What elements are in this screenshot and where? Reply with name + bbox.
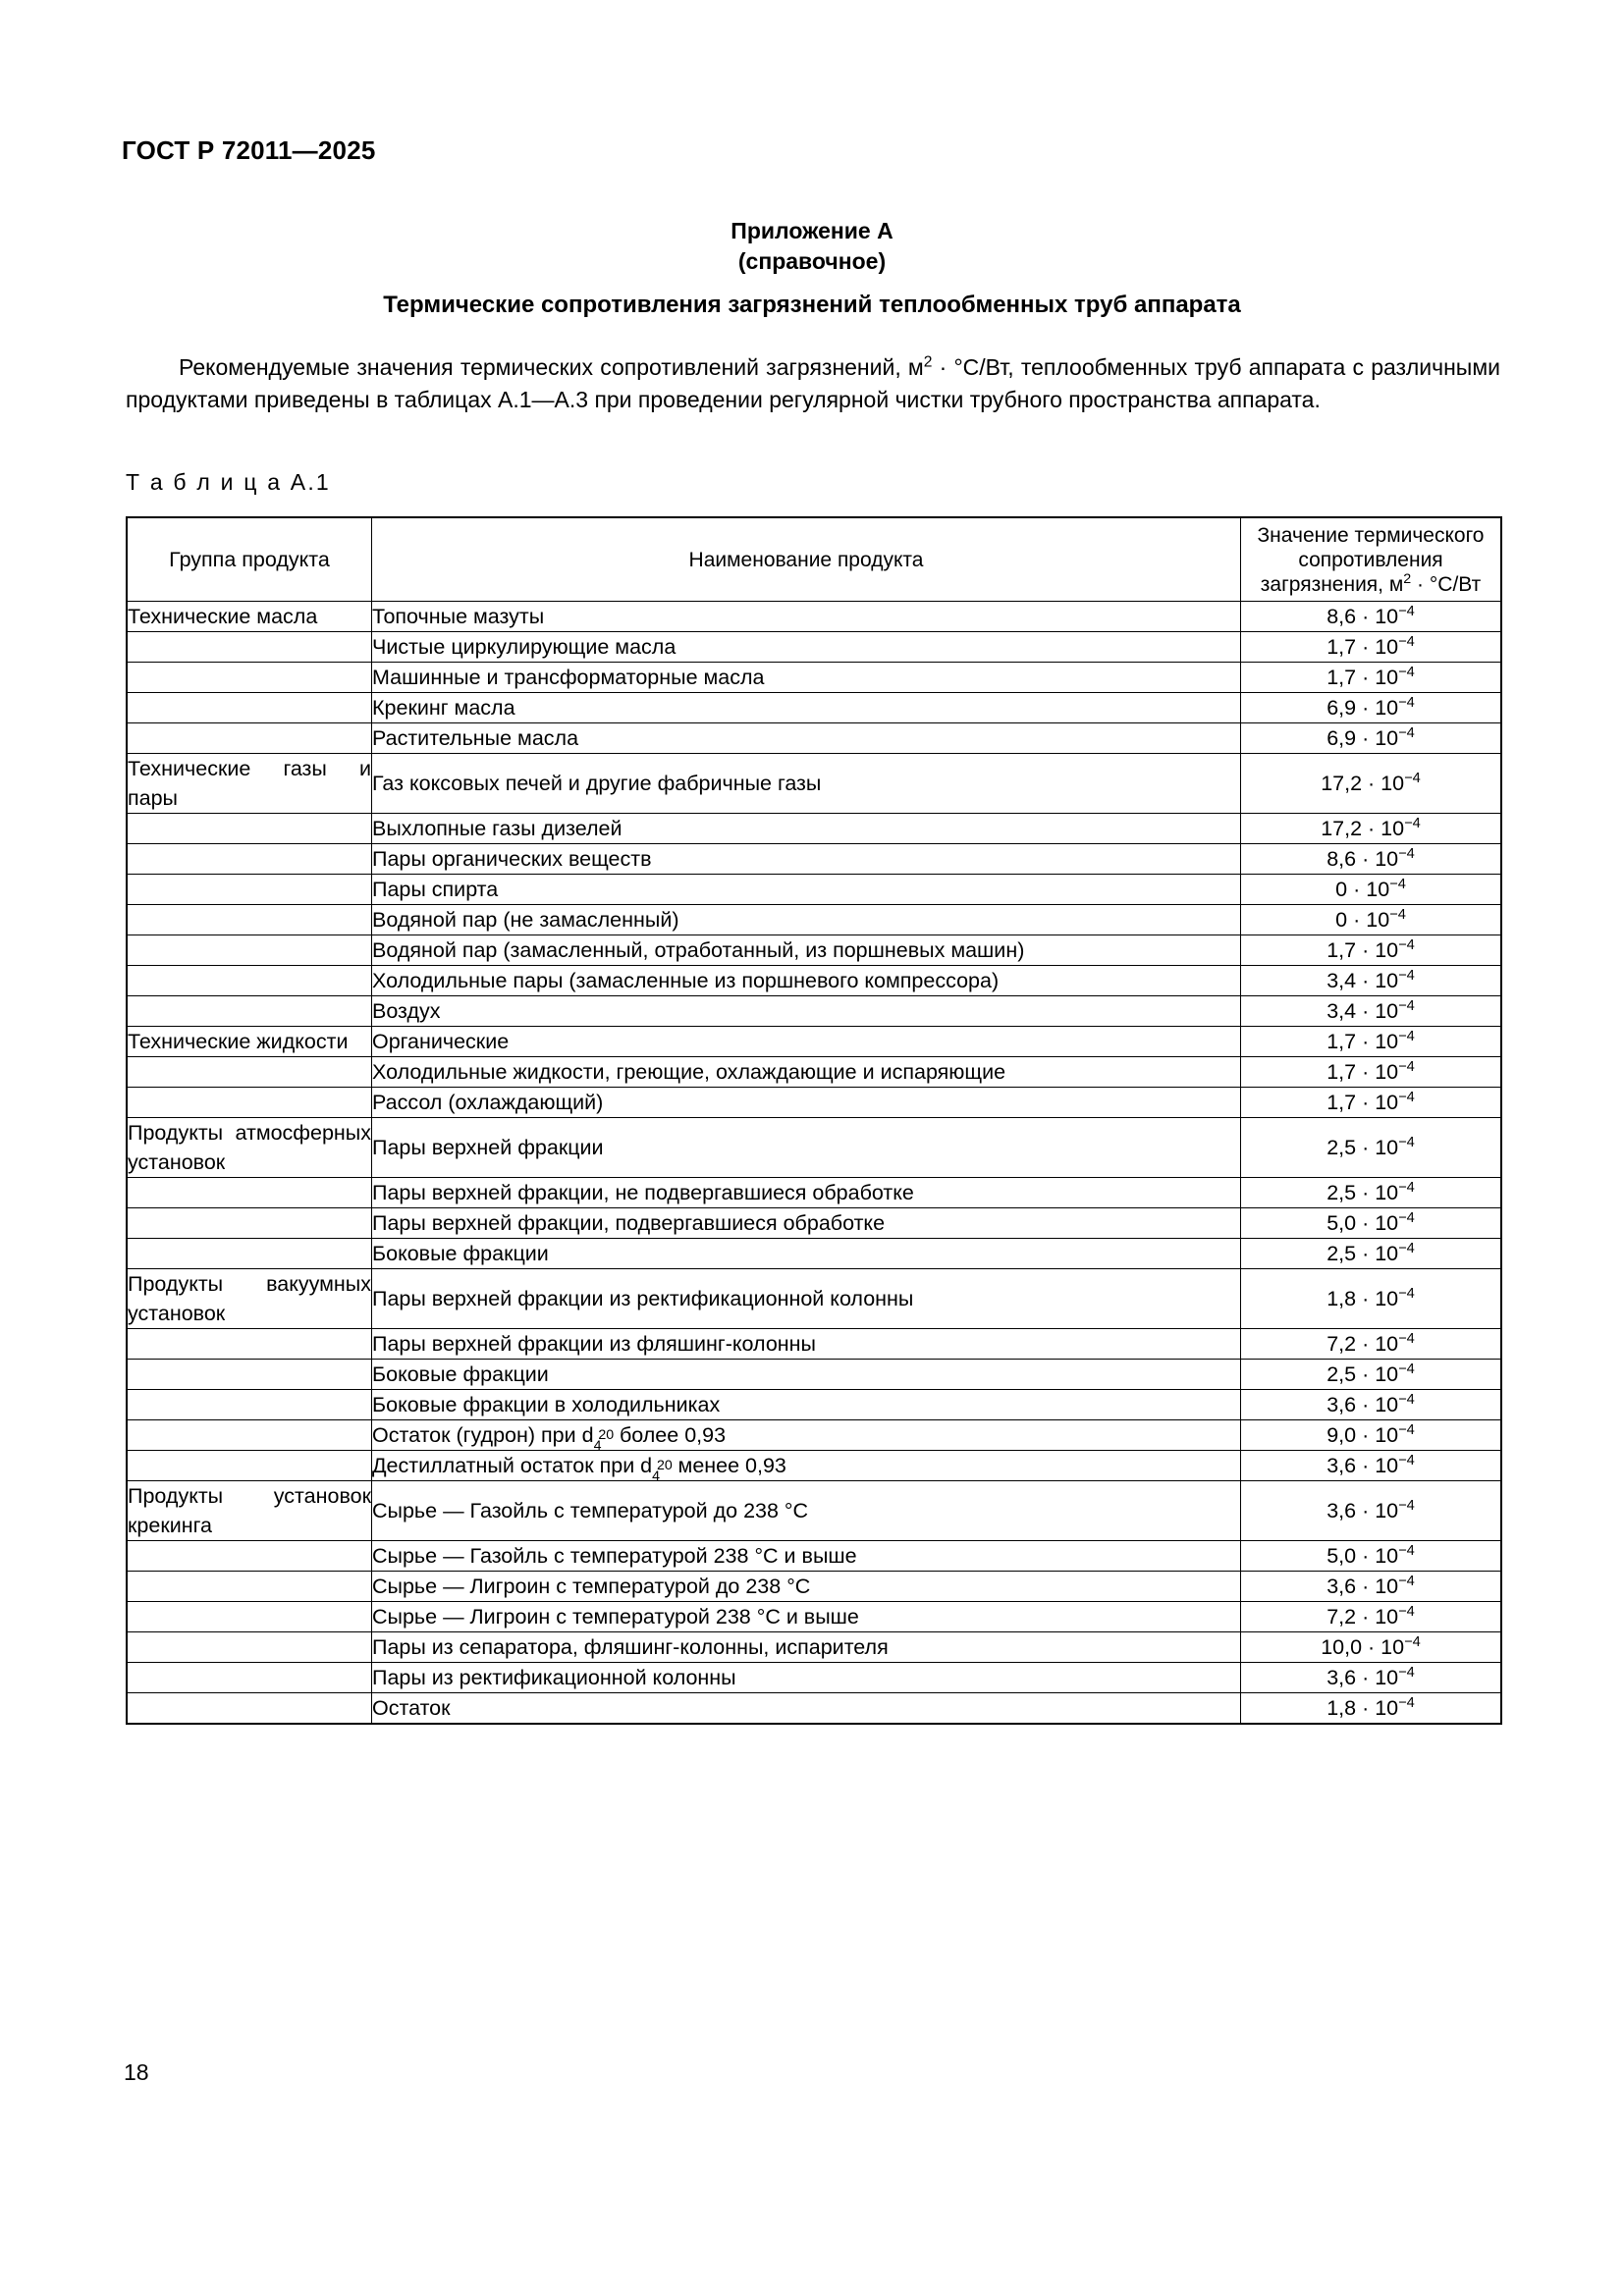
cell-thermal-resistance-value xyxy=(1241,1451,1502,1481)
cell-product-group xyxy=(127,1390,372,1420)
value-mantissa: 7,2 · 10 xyxy=(1326,1605,1399,1629)
cell-product-name xyxy=(372,1360,1241,1390)
cell-product-name xyxy=(372,996,1241,1027)
cell-product-group xyxy=(127,1602,372,1632)
product-name-text: Холодильные жидкости, греющие, охлаждающие и испаряющие xyxy=(372,1060,1006,1084)
product-group-label: Продукты установок крекинга xyxy=(128,1484,371,1537)
value-mantissa: 8,6 · 10 xyxy=(1326,605,1399,628)
product-name-text: Сырье — Лигроин с температурой до 238 °С xyxy=(372,1575,811,1598)
value-mantissa: 0 · 10 xyxy=(1335,878,1390,901)
product-group-label: Продукты атмосферных установок xyxy=(128,1121,371,1174)
product-name-text: Выхлопные газы дизелей xyxy=(372,817,623,840)
cell-thermal-resistance-value xyxy=(1241,1420,1502,1451)
cell-thermal-resistance-value xyxy=(1241,1329,1502,1360)
product-name-text: Сырье — Газойль с температурой 238 °С и выше xyxy=(372,1544,857,1568)
value-mantissa: 8,6 · 10 xyxy=(1326,847,1399,871)
value-exponent: −4 xyxy=(1398,1573,1415,1589)
column-header-value-line2: сопротивления xyxy=(1298,548,1443,571)
value-exponent: −4 xyxy=(1398,1134,1415,1150)
cell-product-name: Остаток (гудрон) при d 4 20 более 0,93 xyxy=(372,1420,1241,1451)
cell-thermal-resistance-value xyxy=(1241,632,1502,663)
column-header-value-line3-pre: загрязнения, м xyxy=(1260,572,1404,596)
intro-text-part2: · °С/Вт, теплообменных труб аппарата с различными продуктами приведены в таблицах А.1—А.3 при проведении регулярной чистки трубного пространства аппарата. xyxy=(126,354,1500,412)
column-header-group: Группа продукта xyxy=(127,517,372,602)
cell-product-name xyxy=(372,1390,1241,1420)
cell-product-name xyxy=(372,1602,1241,1632)
cell-thermal-resistance-value xyxy=(1241,996,1502,1027)
table-row xyxy=(127,814,1501,844)
table-row xyxy=(127,1481,1501,1541)
cell-product-group xyxy=(127,1572,372,1602)
cell-product-name xyxy=(372,693,1241,723)
table-row xyxy=(127,1269,1501,1329)
product-name-text: Пары из сепаратора, фляшинг-колонны, испарителя xyxy=(372,1635,889,1659)
cell-product-group xyxy=(127,1329,372,1360)
table-row xyxy=(127,875,1501,905)
cell-product-group xyxy=(127,1027,372,1057)
cell-product-name xyxy=(372,1541,1241,1572)
value-exponent: −4 xyxy=(1398,997,1415,1014)
product-name-text: Пары верхней фракции, подвергавшиеся обработке xyxy=(372,1211,886,1235)
value-mantissa: 3,6 · 10 xyxy=(1326,1575,1399,1598)
cell-product-group xyxy=(127,1481,372,1541)
product-group-label: Технические газы и пары xyxy=(128,757,371,810)
value-mantissa: 1,7 · 10 xyxy=(1326,1030,1399,1053)
value-mantissa: 2,5 · 10 xyxy=(1326,1242,1399,1265)
column-header-name: Наименование продукта xyxy=(372,517,1241,602)
product-name-text: Воздух xyxy=(372,999,441,1023)
table-a1 xyxy=(126,516,1502,1725)
cell-product-group xyxy=(127,1118,372,1178)
cell-thermal-resistance-value xyxy=(1241,1693,1502,1725)
cell-product-name xyxy=(372,1178,1241,1208)
cell-thermal-resistance-value xyxy=(1241,723,1502,754)
table-row xyxy=(127,1541,1501,1572)
product-name-text: Пары верхней фракции из фляшинг-колонны xyxy=(372,1332,816,1356)
value-mantissa: 2,5 · 10 xyxy=(1326,1181,1399,1204)
cell-product-group xyxy=(127,632,372,663)
cell-product-name xyxy=(372,632,1241,663)
cell-product-group xyxy=(127,844,372,875)
cell-product-group xyxy=(127,1239,372,1269)
value-exponent: −4 xyxy=(1398,936,1415,953)
cell-product-group xyxy=(127,935,372,966)
column-header-value xyxy=(1241,517,1502,602)
cell-product-group xyxy=(127,663,372,693)
cell-thermal-resistance-value xyxy=(1241,1663,1502,1693)
value-mantissa: 5,0 · 10 xyxy=(1326,1211,1399,1235)
value-mantissa: 1,7 · 10 xyxy=(1326,1091,1399,1114)
annex-status: (справочное) xyxy=(737,248,887,274)
value-exponent: −4 xyxy=(1398,603,1415,619)
cell-product-name xyxy=(372,1269,1241,1329)
table-row xyxy=(127,966,1501,996)
intro-text-part1: Рекомендуемые значения термических сопротивлений загрязнений, м xyxy=(179,354,924,380)
value-mantissa: 6,9 · 10 xyxy=(1326,696,1399,720)
value-mantissa: 1,8 · 10 xyxy=(1326,1287,1399,1310)
value-exponent: −4 xyxy=(1398,724,1415,741)
value-exponent: −4 xyxy=(1398,1694,1415,1711)
product-name-text: Боковые фракции xyxy=(372,1362,549,1386)
table-row xyxy=(127,1329,1501,1360)
product-name-text: Топочные мазуты xyxy=(372,605,545,628)
product-name-text: Пары из ректификационной колонны xyxy=(372,1666,736,1689)
cell-product-group xyxy=(127,966,372,996)
value-mantissa: 3,4 · 10 xyxy=(1326,969,1399,992)
value-exponent: −4 xyxy=(1398,1285,1415,1302)
cell-product-name xyxy=(372,723,1241,754)
cell-product-group xyxy=(127,1269,372,1329)
value-exponent: −4 xyxy=(1398,664,1415,680)
product-name-text: Пары верхней фракции из ректификационной колонны xyxy=(372,1287,914,1310)
cell-product-group xyxy=(127,1693,372,1725)
cell-product-name xyxy=(372,875,1241,905)
cell-product-name xyxy=(372,1208,1241,1239)
cell-thermal-resistance-value xyxy=(1241,663,1502,693)
product-name-text: Растительные масла xyxy=(372,726,579,750)
cell-thermal-resistance-value xyxy=(1241,1057,1502,1088)
cell-product-group xyxy=(127,602,372,632)
product-name-text: Сырье — Газойль с температурой до 238 °С xyxy=(372,1499,809,1522)
cell-thermal-resistance-value xyxy=(1241,966,1502,996)
cell-product-name xyxy=(372,1118,1241,1178)
value-mantissa: 17,2 · 10 xyxy=(1321,817,1405,840)
value-exponent: −4 xyxy=(1398,1179,1415,1196)
product-name-text: Боковые фракции xyxy=(372,1242,549,1265)
table-row xyxy=(127,693,1501,723)
table-row xyxy=(127,1360,1501,1390)
cell-product-name xyxy=(372,1057,1241,1088)
product-name-text: Пары верхней фракции, не подвергавшиеся обработке xyxy=(372,1181,914,1204)
product-name-text: Боковые фракции в холодильниках xyxy=(372,1393,721,1416)
cell-thermal-resistance-value xyxy=(1241,1088,1502,1118)
cell-thermal-resistance-value xyxy=(1241,844,1502,875)
table-body xyxy=(127,602,1501,1725)
cell-thermal-resistance-value xyxy=(1241,1208,1502,1239)
intro-superscript-square: 2 xyxy=(923,353,933,371)
cell-product-name xyxy=(372,814,1241,844)
cell-product-name xyxy=(372,935,1241,966)
product-group-label: Технические жидкости xyxy=(128,1030,349,1053)
table-row xyxy=(127,723,1501,754)
table-row xyxy=(127,1178,1501,1208)
table-row xyxy=(127,1632,1501,1663)
product-name-text: Органические xyxy=(372,1030,510,1053)
cell-thermal-resistance-value xyxy=(1241,875,1502,905)
value-mantissa: 3,6 · 10 xyxy=(1326,1499,1399,1522)
table-row xyxy=(127,754,1501,814)
value-exponent: −4 xyxy=(1398,633,1415,650)
value-mantissa: 9,0 · 10 xyxy=(1326,1423,1399,1447)
table-row xyxy=(127,1057,1501,1088)
cell-product-group xyxy=(127,754,372,814)
cell-product-name xyxy=(372,1572,1241,1602)
cell-product-name: Дестиллатный остаток при d 4 20 менее 0,93 xyxy=(372,1451,1241,1481)
value-mantissa: 6,9 · 10 xyxy=(1326,726,1399,750)
cell-thermal-resistance-value xyxy=(1241,1269,1502,1329)
product-name-text: Пары верхней фракции xyxy=(372,1136,604,1159)
value-exponent: −4 xyxy=(1398,1452,1415,1468)
table-row xyxy=(127,632,1501,663)
value-exponent: −4 xyxy=(1398,1542,1415,1559)
product-name-text: Чистые циркулирующие масла xyxy=(372,635,677,659)
value-exponent: −4 xyxy=(1404,770,1421,786)
product-group-label: Технические масла xyxy=(128,605,318,628)
cell-product-group xyxy=(127,875,372,905)
cell-product-group xyxy=(127,905,372,935)
cell-product-group xyxy=(127,1057,372,1088)
value-exponent: −4 xyxy=(1398,694,1415,711)
cell-product-name xyxy=(372,1632,1241,1663)
table-row xyxy=(127,1027,1501,1057)
annex-heading-block xyxy=(122,216,1502,277)
table-a1-wrapper xyxy=(126,516,1500,1725)
cell-thermal-resistance-value xyxy=(1241,935,1502,966)
value-mantissa: 2,5 · 10 xyxy=(1326,1136,1399,1159)
product-name-text-tail: менее 0,93 xyxy=(672,1454,786,1477)
value-mantissa: 0 · 10 xyxy=(1335,908,1390,932)
cell-thermal-resistance-value xyxy=(1241,814,1502,844)
cell-product-group xyxy=(127,1360,372,1390)
cell-thermal-resistance-value xyxy=(1241,1360,1502,1390)
value-exponent: −4 xyxy=(1389,906,1406,923)
cell-product-group xyxy=(127,1178,372,1208)
cell-thermal-resistance-value xyxy=(1241,905,1502,935)
table-row xyxy=(127,1239,1501,1269)
column-header-value-line1: Значение термического xyxy=(1257,523,1485,547)
value-exponent: −4 xyxy=(1398,1603,1415,1620)
cell-thermal-resistance-value xyxy=(1241,1178,1502,1208)
column-header-value-superscript: 2 xyxy=(1403,570,1412,587)
cell-product-group xyxy=(127,1632,372,1663)
value-exponent: −4 xyxy=(1398,1330,1415,1347)
cell-product-name xyxy=(372,1663,1241,1693)
value-exponent: −4 xyxy=(1398,1497,1415,1514)
cell-product-name xyxy=(372,1481,1241,1541)
value-exponent: −4 xyxy=(1398,1361,1415,1377)
cell-product-group xyxy=(127,1541,372,1572)
value-exponent: −4 xyxy=(1398,967,1415,984)
cell-product-name xyxy=(372,663,1241,693)
cell-product-name xyxy=(372,1693,1241,1725)
product-name-text: Остаток (гудрон) при d xyxy=(372,1423,594,1447)
table-row xyxy=(127,1420,1501,1451)
cell-product-group xyxy=(127,693,372,723)
value-mantissa: 1,8 · 10 xyxy=(1326,1696,1399,1720)
table-header-row xyxy=(127,517,1501,602)
value-mantissa: 3,6 · 10 xyxy=(1326,1666,1399,1689)
annex-title: Термические сопротивления загрязнений теплообменных труб аппарата xyxy=(383,292,1241,318)
product-name-text: Пары органических веществ xyxy=(372,847,652,871)
document-header: ГОСТ Р 72011—2025 xyxy=(122,135,376,165)
value-mantissa: 3,6 · 10 xyxy=(1326,1454,1399,1477)
value-mantissa: 17,2 · 10 xyxy=(1321,772,1405,795)
table-row xyxy=(127,1451,1501,1481)
table-row xyxy=(127,905,1501,935)
cell-product-group xyxy=(127,1420,372,1451)
cell-thermal-resistance-value xyxy=(1241,1027,1502,1057)
cell-product-group xyxy=(127,1088,372,1118)
table-row xyxy=(127,935,1501,966)
product-name-text: Рассол (охлаждающий) xyxy=(372,1091,604,1114)
cell-product-group xyxy=(127,1208,372,1239)
cell-thermal-resistance-value xyxy=(1241,1239,1502,1269)
table-row xyxy=(127,1390,1501,1420)
intro-paragraph xyxy=(126,351,1500,416)
table-head xyxy=(127,517,1501,602)
value-mantissa: 1,7 · 10 xyxy=(1326,938,1399,962)
table-row xyxy=(127,1118,1501,1178)
table-row xyxy=(127,1663,1501,1693)
cell-product-name xyxy=(372,844,1241,875)
cell-product-group xyxy=(127,814,372,844)
product-name-text: Сырье — Лигроин с температурой 238 °С и выше xyxy=(372,1605,859,1629)
value-exponent: −4 xyxy=(1398,1240,1415,1256)
cell-thermal-resistance-value xyxy=(1241,693,1502,723)
cell-product-group xyxy=(127,1451,372,1481)
table-row xyxy=(127,602,1501,632)
product-name-text: Машинные и трансформаторные масла xyxy=(372,666,765,689)
value-exponent: −4 xyxy=(1398,1089,1415,1105)
product-name-text: Водяной пар (не замасленный) xyxy=(372,908,679,932)
cell-thermal-resistance-value xyxy=(1241,1390,1502,1420)
value-exponent: −4 xyxy=(1404,815,1421,831)
value-mantissa: 10,0 · 10 xyxy=(1321,1635,1405,1659)
cell-thermal-resistance-value xyxy=(1241,1572,1502,1602)
cell-product-group xyxy=(127,723,372,754)
cell-product-name xyxy=(372,1088,1241,1118)
product-group-label: Продукты вакуумных установок xyxy=(128,1272,371,1325)
value-exponent: −4 xyxy=(1398,1028,1415,1044)
table-row xyxy=(127,1693,1501,1725)
table-row xyxy=(127,1572,1501,1602)
cell-product-name xyxy=(372,754,1241,814)
annex-label: Приложение А xyxy=(731,218,893,243)
cell-product-name xyxy=(372,602,1241,632)
value-exponent: −4 xyxy=(1404,1633,1421,1650)
cell-product-name xyxy=(372,966,1241,996)
table-row xyxy=(127,1208,1501,1239)
table-row xyxy=(127,844,1501,875)
cell-thermal-resistance-value xyxy=(1241,1602,1502,1632)
value-exponent: −4 xyxy=(1398,1058,1415,1075)
product-name-text-tail: более 0,93 xyxy=(613,1423,727,1447)
cell-thermal-resistance-value xyxy=(1241,1481,1502,1541)
cell-thermal-resistance-value xyxy=(1241,1118,1502,1178)
value-mantissa: 1,7 · 10 xyxy=(1326,635,1399,659)
table-row xyxy=(127,1088,1501,1118)
product-name-text: Водяной пар (замасленный, отработанный, из поршневых машин) xyxy=(372,938,1025,962)
value-mantissa: 5,0 · 10 xyxy=(1326,1544,1399,1568)
product-name-text: Газ коксовых печей и другие фабричные газы xyxy=(372,772,822,795)
cell-product-name xyxy=(372,1329,1241,1360)
cell-product-name xyxy=(372,1239,1241,1269)
table-row xyxy=(127,663,1501,693)
value-exponent: −4 xyxy=(1389,876,1406,892)
table-caption: Т а б л и ц а А.1 xyxy=(126,469,331,495)
value-mantissa: 1,7 · 10 xyxy=(1326,666,1399,689)
cell-product-name xyxy=(372,905,1241,935)
value-exponent: −4 xyxy=(1398,845,1415,862)
cell-product-group xyxy=(127,1663,372,1693)
value-mantissa: 3,4 · 10 xyxy=(1326,999,1399,1023)
cell-product-name xyxy=(372,1027,1241,1057)
value-exponent: −4 xyxy=(1398,1421,1415,1438)
cell-thermal-resistance-value xyxy=(1241,1541,1502,1572)
value-mantissa: 2,5 · 10 xyxy=(1326,1362,1399,1386)
table-row xyxy=(127,996,1501,1027)
value-mantissa: 1,7 · 10 xyxy=(1326,1060,1399,1084)
value-exponent: −4 xyxy=(1398,1391,1415,1408)
cell-product-group xyxy=(127,996,372,1027)
product-name-text: Пары спирта xyxy=(372,878,499,901)
product-name-text: Дестиллатный остаток при d xyxy=(372,1454,653,1477)
cell-thermal-resistance-value xyxy=(1241,754,1502,814)
cell-thermal-resistance-value xyxy=(1241,1632,1502,1663)
product-name-text: Холодильные пары (замасленные из поршневого компрессора) xyxy=(372,969,1000,992)
column-header-value-line3-post: · °С/Вт xyxy=(1411,572,1482,596)
value-exponent: −4 xyxy=(1398,1209,1415,1226)
cell-thermal-resistance-value xyxy=(1241,602,1502,632)
product-name-text: Крекинг масла xyxy=(372,696,515,720)
table-row xyxy=(127,1602,1501,1632)
page-number: 18 xyxy=(124,2059,149,2085)
value-mantissa: 3,6 · 10 xyxy=(1326,1393,1399,1416)
product-name-text: Остаток xyxy=(372,1696,451,1720)
value-mantissa: 7,2 · 10 xyxy=(1326,1332,1399,1356)
value-exponent: −4 xyxy=(1398,1664,1415,1681)
